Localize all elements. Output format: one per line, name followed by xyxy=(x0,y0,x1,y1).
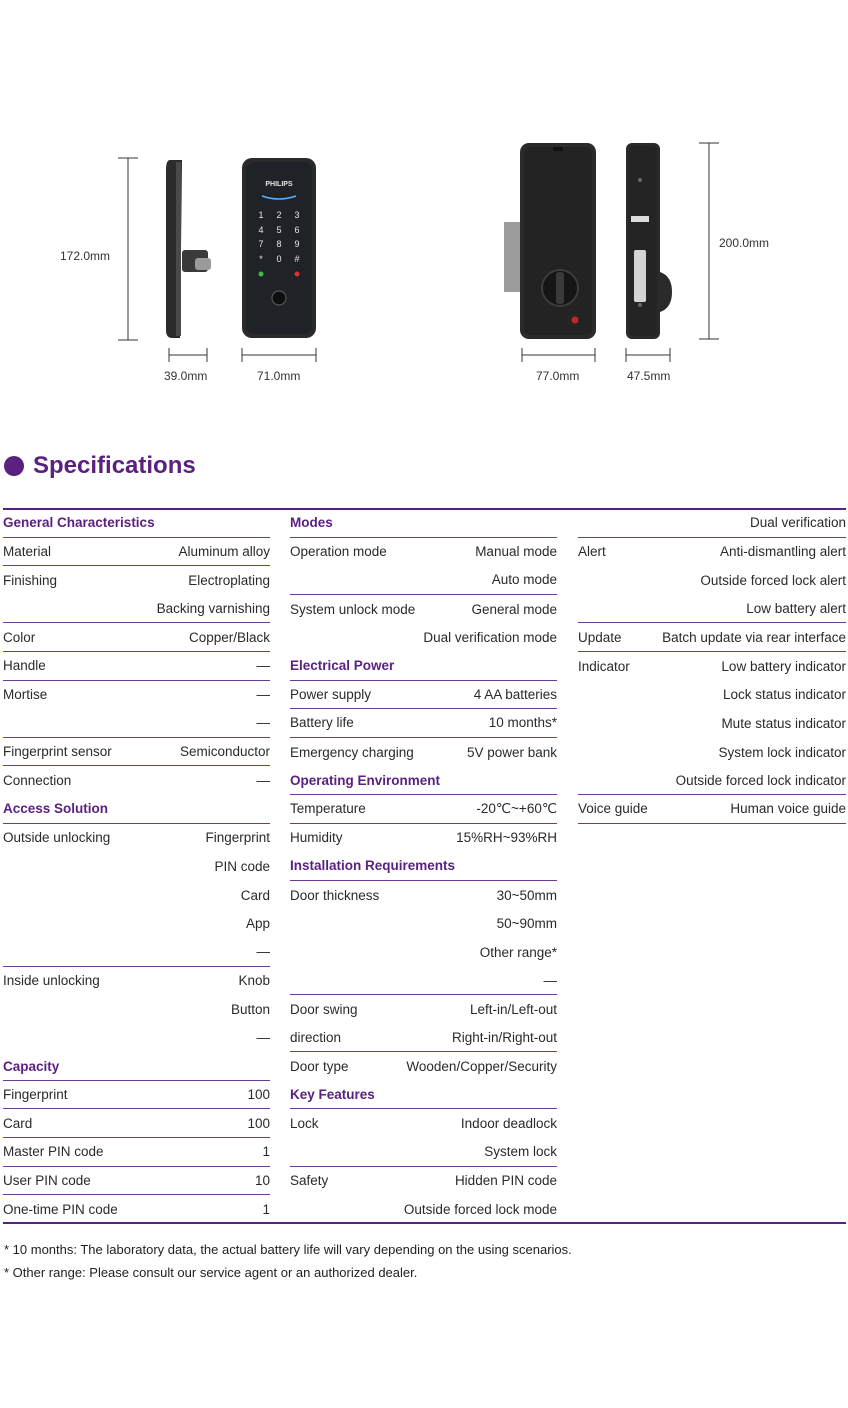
spec-label: Fingerprint xyxy=(3,1087,68,1103)
side-depth-dimension xyxy=(164,348,207,383)
spec-label: Inside unlocking xyxy=(3,973,100,989)
back-height-label: 200.0mm xyxy=(719,236,770,250)
spec-label: Temperature xyxy=(290,801,366,817)
spec-value: Electroplating xyxy=(188,572,270,588)
spec-row xyxy=(578,595,846,624)
spec-row xyxy=(290,709,557,738)
spec-value: Low battery alert xyxy=(746,601,846,617)
spec-value: Manual mode xyxy=(475,544,557,560)
spec-value: — xyxy=(256,715,270,731)
keypad-key: 1 xyxy=(258,210,264,220)
spec-label: One-time PIN code xyxy=(3,1202,118,1218)
spec-row xyxy=(3,766,270,795)
spec-row xyxy=(3,995,270,1024)
spec-label: Finishing xyxy=(3,572,58,588)
spec-row xyxy=(578,538,846,567)
spec-row xyxy=(3,681,270,710)
spec-row xyxy=(3,1167,270,1196)
spec-value: Mute status indicator xyxy=(721,715,846,731)
section-title: Installation Requirements xyxy=(290,858,456,874)
spec-label: Connection xyxy=(3,773,72,789)
back-width-dimension xyxy=(522,348,595,383)
keypad-key: 4 xyxy=(258,225,264,235)
spec-label: direction xyxy=(290,1029,342,1045)
spec-row xyxy=(3,738,270,767)
spec-row xyxy=(290,566,557,595)
section-title: General Characteristics xyxy=(3,515,155,531)
section-heading xyxy=(3,1052,270,1081)
back-depth-label: 47.5mm xyxy=(627,369,671,383)
spec-value: Indoor deadlock xyxy=(460,1116,557,1132)
section-title: Capacity xyxy=(3,1058,60,1074)
spec-row xyxy=(578,681,846,710)
spec-label: Humidity xyxy=(290,830,343,846)
section-title: Modes xyxy=(290,515,333,531)
spec-value: Outside forced lock mode xyxy=(403,1202,557,1218)
spec-label: Door type xyxy=(290,1059,349,1075)
spec-row xyxy=(3,1138,270,1167)
spec-row xyxy=(578,566,846,595)
front-height-label: 172.0mm xyxy=(60,249,111,263)
front-width-dimension xyxy=(242,348,316,383)
keypad-key: 5 xyxy=(276,225,282,235)
spec-label: Mortise xyxy=(3,687,48,703)
spec-label: System unlock mode xyxy=(290,601,416,617)
bullet-dot-icon xyxy=(4,456,24,476)
keypad-key: # xyxy=(294,254,300,264)
spec-row xyxy=(290,595,557,624)
spec-row xyxy=(3,1109,270,1138)
spec-row xyxy=(578,738,846,767)
spec-value: Card xyxy=(240,887,270,903)
spec-row xyxy=(3,909,270,938)
spec-label: User PIN code xyxy=(3,1172,91,1188)
section-heading xyxy=(290,652,557,681)
front-width-label: 71.0mm xyxy=(257,369,301,383)
back-depth-dimension xyxy=(626,348,670,383)
spec-value: Outside forced lock indicator xyxy=(675,772,846,788)
spec-row xyxy=(3,881,270,910)
spec-row xyxy=(3,709,270,738)
spec-row xyxy=(3,595,270,624)
spec-value: Lock status indicator xyxy=(722,687,846,703)
spec-value: — xyxy=(256,658,270,674)
spec-value: — xyxy=(543,972,557,988)
spec-row xyxy=(290,1138,557,1167)
spec-label: Power supply xyxy=(290,686,372,702)
spec-row xyxy=(3,566,270,595)
spec-row xyxy=(290,1024,557,1053)
spec-value: 10 xyxy=(254,1172,270,1188)
spec-row xyxy=(3,538,270,567)
specifications-header xyxy=(4,450,196,482)
spec-value: 50~90mm xyxy=(496,916,557,932)
section-heading xyxy=(3,509,270,538)
spec-value: 1 xyxy=(262,1202,270,1218)
spec-value: App xyxy=(245,916,270,932)
spec-row xyxy=(290,824,557,853)
product-dimension-drawings xyxy=(0,0,848,420)
spec-value: PIN code xyxy=(214,858,270,874)
section-title: Access Solution xyxy=(3,801,109,817)
spec-row xyxy=(290,1052,557,1081)
keypad-key: 9 xyxy=(294,239,300,249)
spec-row xyxy=(290,995,557,1024)
brand-logo-text: PHILIPS xyxy=(265,181,293,188)
spec-label: Handle xyxy=(3,658,46,674)
spec-value: 100 xyxy=(247,1115,270,1131)
spec-column-1 xyxy=(3,509,270,1224)
spec-row xyxy=(578,766,846,795)
spec-value: — xyxy=(256,1030,270,1046)
spec-value: Copper/Black xyxy=(188,629,270,645)
spec-row xyxy=(578,709,846,738)
spec-value: Button xyxy=(230,1001,270,1017)
spec-label: Alert xyxy=(578,544,606,560)
spec-row xyxy=(3,1024,270,1053)
front-side-profile xyxy=(166,160,211,338)
spec-value: 1 xyxy=(262,1144,270,1160)
spec-label: Voice guide xyxy=(578,801,648,817)
spec-row xyxy=(290,1167,557,1196)
spec-value: 100 xyxy=(247,1087,270,1103)
spec-row xyxy=(578,795,846,824)
front-height-dimension xyxy=(60,158,138,340)
spec-value: Dual verification mode xyxy=(423,630,557,646)
back-unit xyxy=(504,143,596,339)
keypad-key: 8 xyxy=(276,239,282,249)
spec-column-2 xyxy=(290,509,557,1224)
spec-value: Batch update via rear interface xyxy=(662,629,846,645)
spec-row xyxy=(578,652,846,681)
spec-row xyxy=(3,652,270,681)
footnote-other-range: * Other range: Please consult our service agent or an authorized dealer. xyxy=(4,1265,418,1280)
spec-row xyxy=(3,852,270,881)
keypad-key: 0 xyxy=(276,254,282,264)
spec-row xyxy=(3,1195,270,1224)
spec-value: Fingerprint xyxy=(205,830,270,846)
spec-row xyxy=(290,738,557,767)
spec-row xyxy=(578,509,846,538)
spec-value: Low battery indicator xyxy=(721,658,846,674)
spec-row xyxy=(290,967,557,996)
footnotes xyxy=(4,1238,572,1284)
section-heading xyxy=(290,852,557,881)
section-heading xyxy=(290,1081,557,1110)
section-title: Operating Environment xyxy=(290,772,441,788)
spec-value: Anti-dismantling alert xyxy=(719,544,846,560)
section-heading xyxy=(290,509,557,538)
keypad-key: * xyxy=(259,254,263,264)
keypad-key: 3 xyxy=(294,210,300,220)
spec-label: Master PIN code xyxy=(3,1144,104,1160)
keypad-key: 2 xyxy=(276,210,282,220)
spec-row xyxy=(3,824,270,853)
spec-value: Backing varnishing xyxy=(156,601,270,617)
spec-value: 4 AA batteries xyxy=(473,686,557,702)
keypad-key: 6 xyxy=(294,225,300,235)
spec-label: Indicator xyxy=(578,658,630,674)
spec-row xyxy=(290,1109,557,1138)
spec-value: System lock indicator xyxy=(718,744,846,760)
back-width-label: 77.0mm xyxy=(536,369,580,383)
spec-value: Auto mode xyxy=(491,572,557,588)
spec-value: Human voice guide xyxy=(730,801,846,817)
side-depth-label: 39.0mm xyxy=(164,369,208,383)
spec-value: Right-in/Right-out xyxy=(451,1029,557,1045)
section-title: Key Features xyxy=(290,1087,375,1103)
spec-value: — xyxy=(256,944,270,960)
spec-row xyxy=(3,1081,270,1110)
page-title: Specifications xyxy=(33,452,196,479)
spec-label: Update xyxy=(578,629,622,645)
spec-value: Left-in/Left-out xyxy=(469,1001,557,1017)
spec-value: Wooden/Copper/Security xyxy=(406,1059,557,1075)
spec-value: Semiconductor xyxy=(179,744,270,760)
spec-row xyxy=(290,538,557,567)
spec-row xyxy=(290,681,557,710)
spec-label: Outside unlocking xyxy=(3,830,111,846)
spec-column-3 xyxy=(578,509,846,824)
spec-row xyxy=(3,967,270,996)
spec-value: — xyxy=(256,773,270,789)
spec-value: -20℃~+60℃ xyxy=(476,800,557,816)
spec-row xyxy=(290,909,557,938)
spec-value: Other range* xyxy=(479,944,557,960)
spec-label: Door thickness xyxy=(290,887,380,903)
spec-value: — xyxy=(256,687,270,703)
back-height-dimension xyxy=(699,143,769,339)
spec-row xyxy=(290,881,557,910)
spec-value: Outside forced lock alert xyxy=(700,572,846,588)
spec-row xyxy=(578,623,846,652)
keypad-key: 7 xyxy=(258,239,264,249)
spec-value: 30~50mm xyxy=(496,887,557,903)
spec-label: Operation mode xyxy=(290,544,387,560)
section-heading xyxy=(290,766,557,795)
spec-label: Door swing xyxy=(290,1001,358,1017)
section-heading xyxy=(3,795,270,824)
spec-row xyxy=(290,795,557,824)
back-side-profile xyxy=(626,143,672,339)
front-unit xyxy=(242,158,316,338)
spec-label: Material xyxy=(3,543,52,559)
spec-label: Safety xyxy=(290,1173,329,1189)
spec-row xyxy=(3,938,270,967)
spec-label: Lock xyxy=(290,1116,319,1132)
spec-value: Knob xyxy=(238,973,270,989)
spec-label: Emergency charging xyxy=(290,744,414,760)
spec-row xyxy=(290,938,557,967)
table-bottom-rule xyxy=(3,1222,846,1224)
spec-label: Battery life xyxy=(290,715,354,731)
spec-label: Color xyxy=(3,629,36,645)
spec-value: System lock xyxy=(484,1144,557,1160)
spec-row xyxy=(290,1195,557,1224)
footnote-battery: * 10 months: The laboratory data, the actual battery life will vary depending on the using scenarios. xyxy=(4,1242,572,1257)
spec-row xyxy=(3,623,270,652)
spec-value: 10 months* xyxy=(488,715,557,731)
spec-value: 15%RH~93%RH xyxy=(456,830,557,846)
spec-value: Dual verification xyxy=(749,515,846,531)
spec-value: General mode xyxy=(471,601,557,617)
section-title: Electrical Power xyxy=(290,658,395,674)
spec-value: Aluminum alloy xyxy=(178,543,270,559)
spec-row xyxy=(290,623,557,652)
spec-label: Fingerprint sensor xyxy=(3,744,112,760)
spec-value: 5V power bank xyxy=(466,744,557,760)
spec-label: Card xyxy=(3,1115,33,1131)
spec-value: Hidden PIN code xyxy=(454,1173,557,1189)
